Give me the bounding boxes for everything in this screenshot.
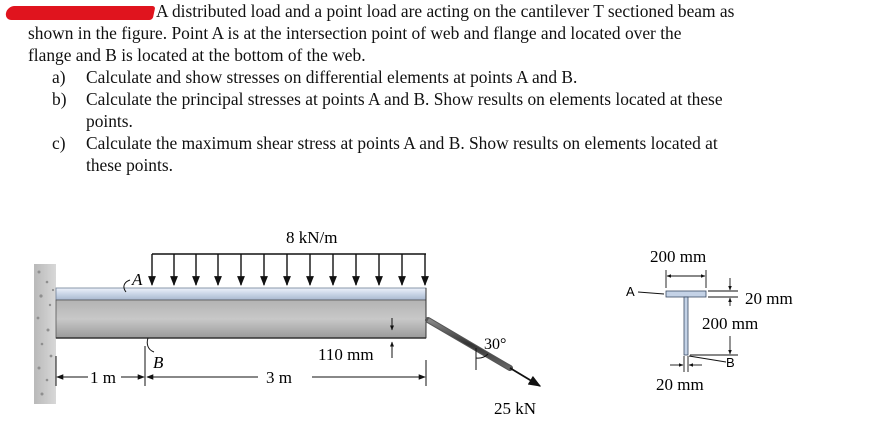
question-label: b) — [52, 89, 67, 109]
point-a-label: A — [132, 270, 143, 289]
t-beam — [56, 288, 426, 338]
fixed-wall — [34, 264, 56, 404]
web-height-label: 200 mm — [702, 314, 759, 333]
question-text-cont: points. — [86, 111, 133, 131]
distributed-load-arrows — [152, 254, 426, 285]
section-point-a-label: A — [626, 284, 635, 299]
web-height-dimension — [690, 336, 738, 355]
cross-section — [666, 291, 706, 355]
section-point-b-label: B — [726, 355, 735, 370]
question-label: c) — [52, 133, 66, 153]
question-label: a) — [52, 67, 66, 87]
distributed-load-label: 8 kN/m — [286, 228, 338, 247]
question-text-cont: these points. — [86, 155, 173, 175]
point-b-leader — [147, 338, 154, 352]
angle-label: 30° — [484, 336, 507, 353]
intro-line-3: flange and B is located at the bottom of the web. — [28, 45, 366, 65]
question-text: Calculate and show stresses on differential elements at points A and B. — [86, 67, 578, 87]
point-load-rod — [428, 320, 540, 386]
intro-line-1: A distributed load and a point load are acting on the cantilever T sectioned beam as — [156, 1, 735, 21]
flange-width-dimension — [666, 270, 706, 288]
web-thickness-dimension — [670, 356, 702, 372]
depth-label: 110 mm — [318, 345, 374, 364]
flange-thickness-dimension — [708, 278, 738, 306]
point-b-label: B — [153, 353, 164, 372]
intro-line-2: shown in the figure. Point A is at the intersection point of web and flange and located over the — [28, 23, 682, 43]
dim-3m-label: 3 m — [266, 368, 292, 387]
web-thickness-label: 20 mm — [656, 375, 704, 394]
dim-1m-label: 1 m — [90, 368, 116, 387]
question-text: Calculate the principal stresses at points A and B. Show results on elements located at these — [86, 89, 723, 109]
flange-thickness-label: 20 mm — [745, 289, 793, 308]
question-text: Calculate the maximum shear stress at points A and B. Show results on elements located at — [86, 133, 718, 153]
flange-width-label: 200 mm — [650, 247, 707, 266]
section-point-b-leader — [689, 356, 726, 362]
point-load-label: 25 kN — [494, 399, 537, 418]
section-point-a-leader — [638, 292, 664, 294]
